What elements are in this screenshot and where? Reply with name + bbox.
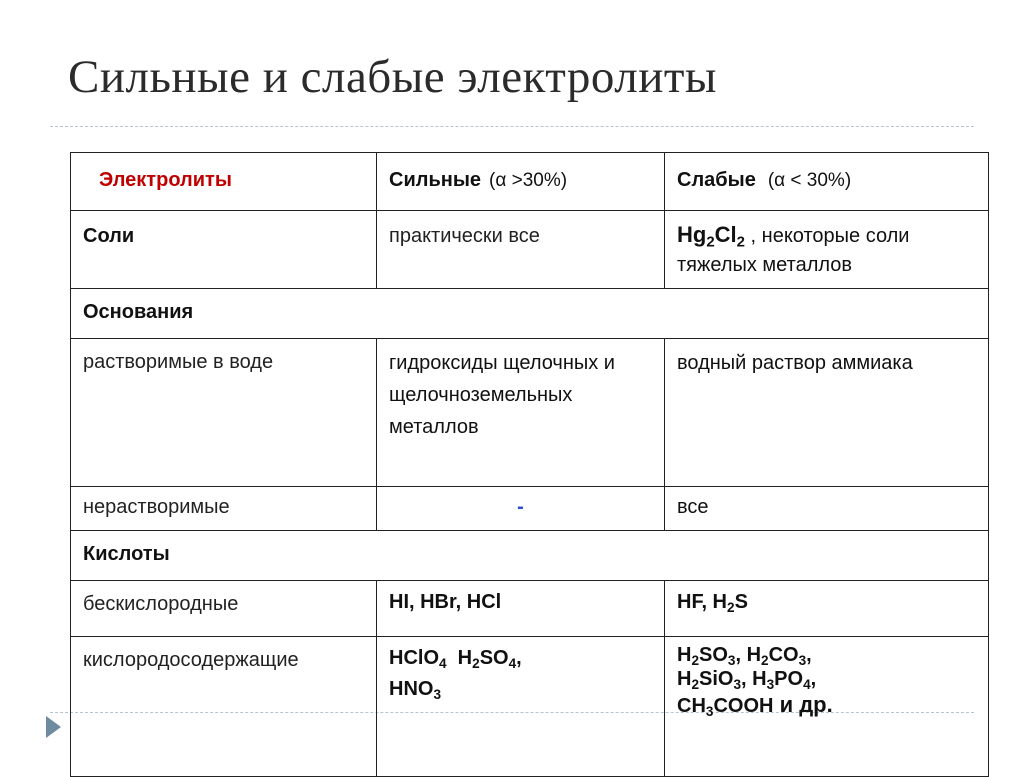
bases-insoluble-weak: все bbox=[665, 487, 989, 531]
bases-insoluble-strong: - bbox=[377, 487, 665, 531]
bases-insoluble-row bbox=[71, 487, 989, 531]
header-weak: Слабые (α < 30%) bbox=[665, 153, 989, 211]
acids-oxygen-containing-strong: HClO$_4$ $H_2SO_4$, $HNO_3$ bbox=[377, 637, 665, 777]
bases-insoluble-label: нерастворимые bbox=[71, 487, 377, 531]
bases-section-row bbox=[71, 289, 989, 339]
title-divider bbox=[50, 126, 974, 127]
acids-oxygen-containing-row bbox=[71, 637, 989, 777]
salts-strong: практически все bbox=[377, 211, 665, 289]
header-electrolytes: Электролиты bbox=[71, 153, 377, 211]
acids-oxygen-free-label: бескислородные bbox=[71, 581, 377, 637]
salts-row bbox=[71, 211, 989, 289]
acids-oxygen-containing-label: кислородосодержащие bbox=[71, 637, 377, 777]
acids-section-row bbox=[71, 531, 989, 581]
salts-label: Соли bbox=[71, 211, 377, 289]
header-strong: Сильные (α >30%) bbox=[377, 153, 665, 211]
acids-oxygen-free-row bbox=[71, 581, 989, 637]
acids-oxygen-containing-weak: $H_2SO_3$, $H_2CO_3$, $H_2SiO_3$, $H_3PO_4$, $CH_3COOH$ и др. bbox=[665, 637, 989, 777]
page-title: Сильные и слабые электролиты bbox=[68, 51, 717, 103]
bases-section-label: Основания bbox=[71, 289, 989, 339]
bases-soluble-weak: водный раствор аммиака bbox=[665, 339, 989, 487]
bases-soluble-strong: гидроксиды щелочных и щелочноземельных металлов bbox=[377, 339, 665, 487]
play-arrow-icon[interactable] bbox=[46, 716, 61, 738]
salts-weak: $Hg_2Cl_2$ , некоторые соли тяжелых металлов bbox=[665, 211, 989, 289]
electrolytes-table bbox=[70, 152, 989, 777]
header-row bbox=[71, 153, 989, 211]
acids-section-label: Кислоты bbox=[71, 531, 989, 581]
bases-soluble-row bbox=[71, 339, 989, 487]
acids-oxygen-free-weak: HF, $H_2S$ bbox=[665, 581, 989, 637]
bases-soluble-label: растворимые в воде bbox=[71, 339, 377, 487]
acids-oxygen-free-strong: HI, HBr, HCl bbox=[377, 581, 665, 637]
